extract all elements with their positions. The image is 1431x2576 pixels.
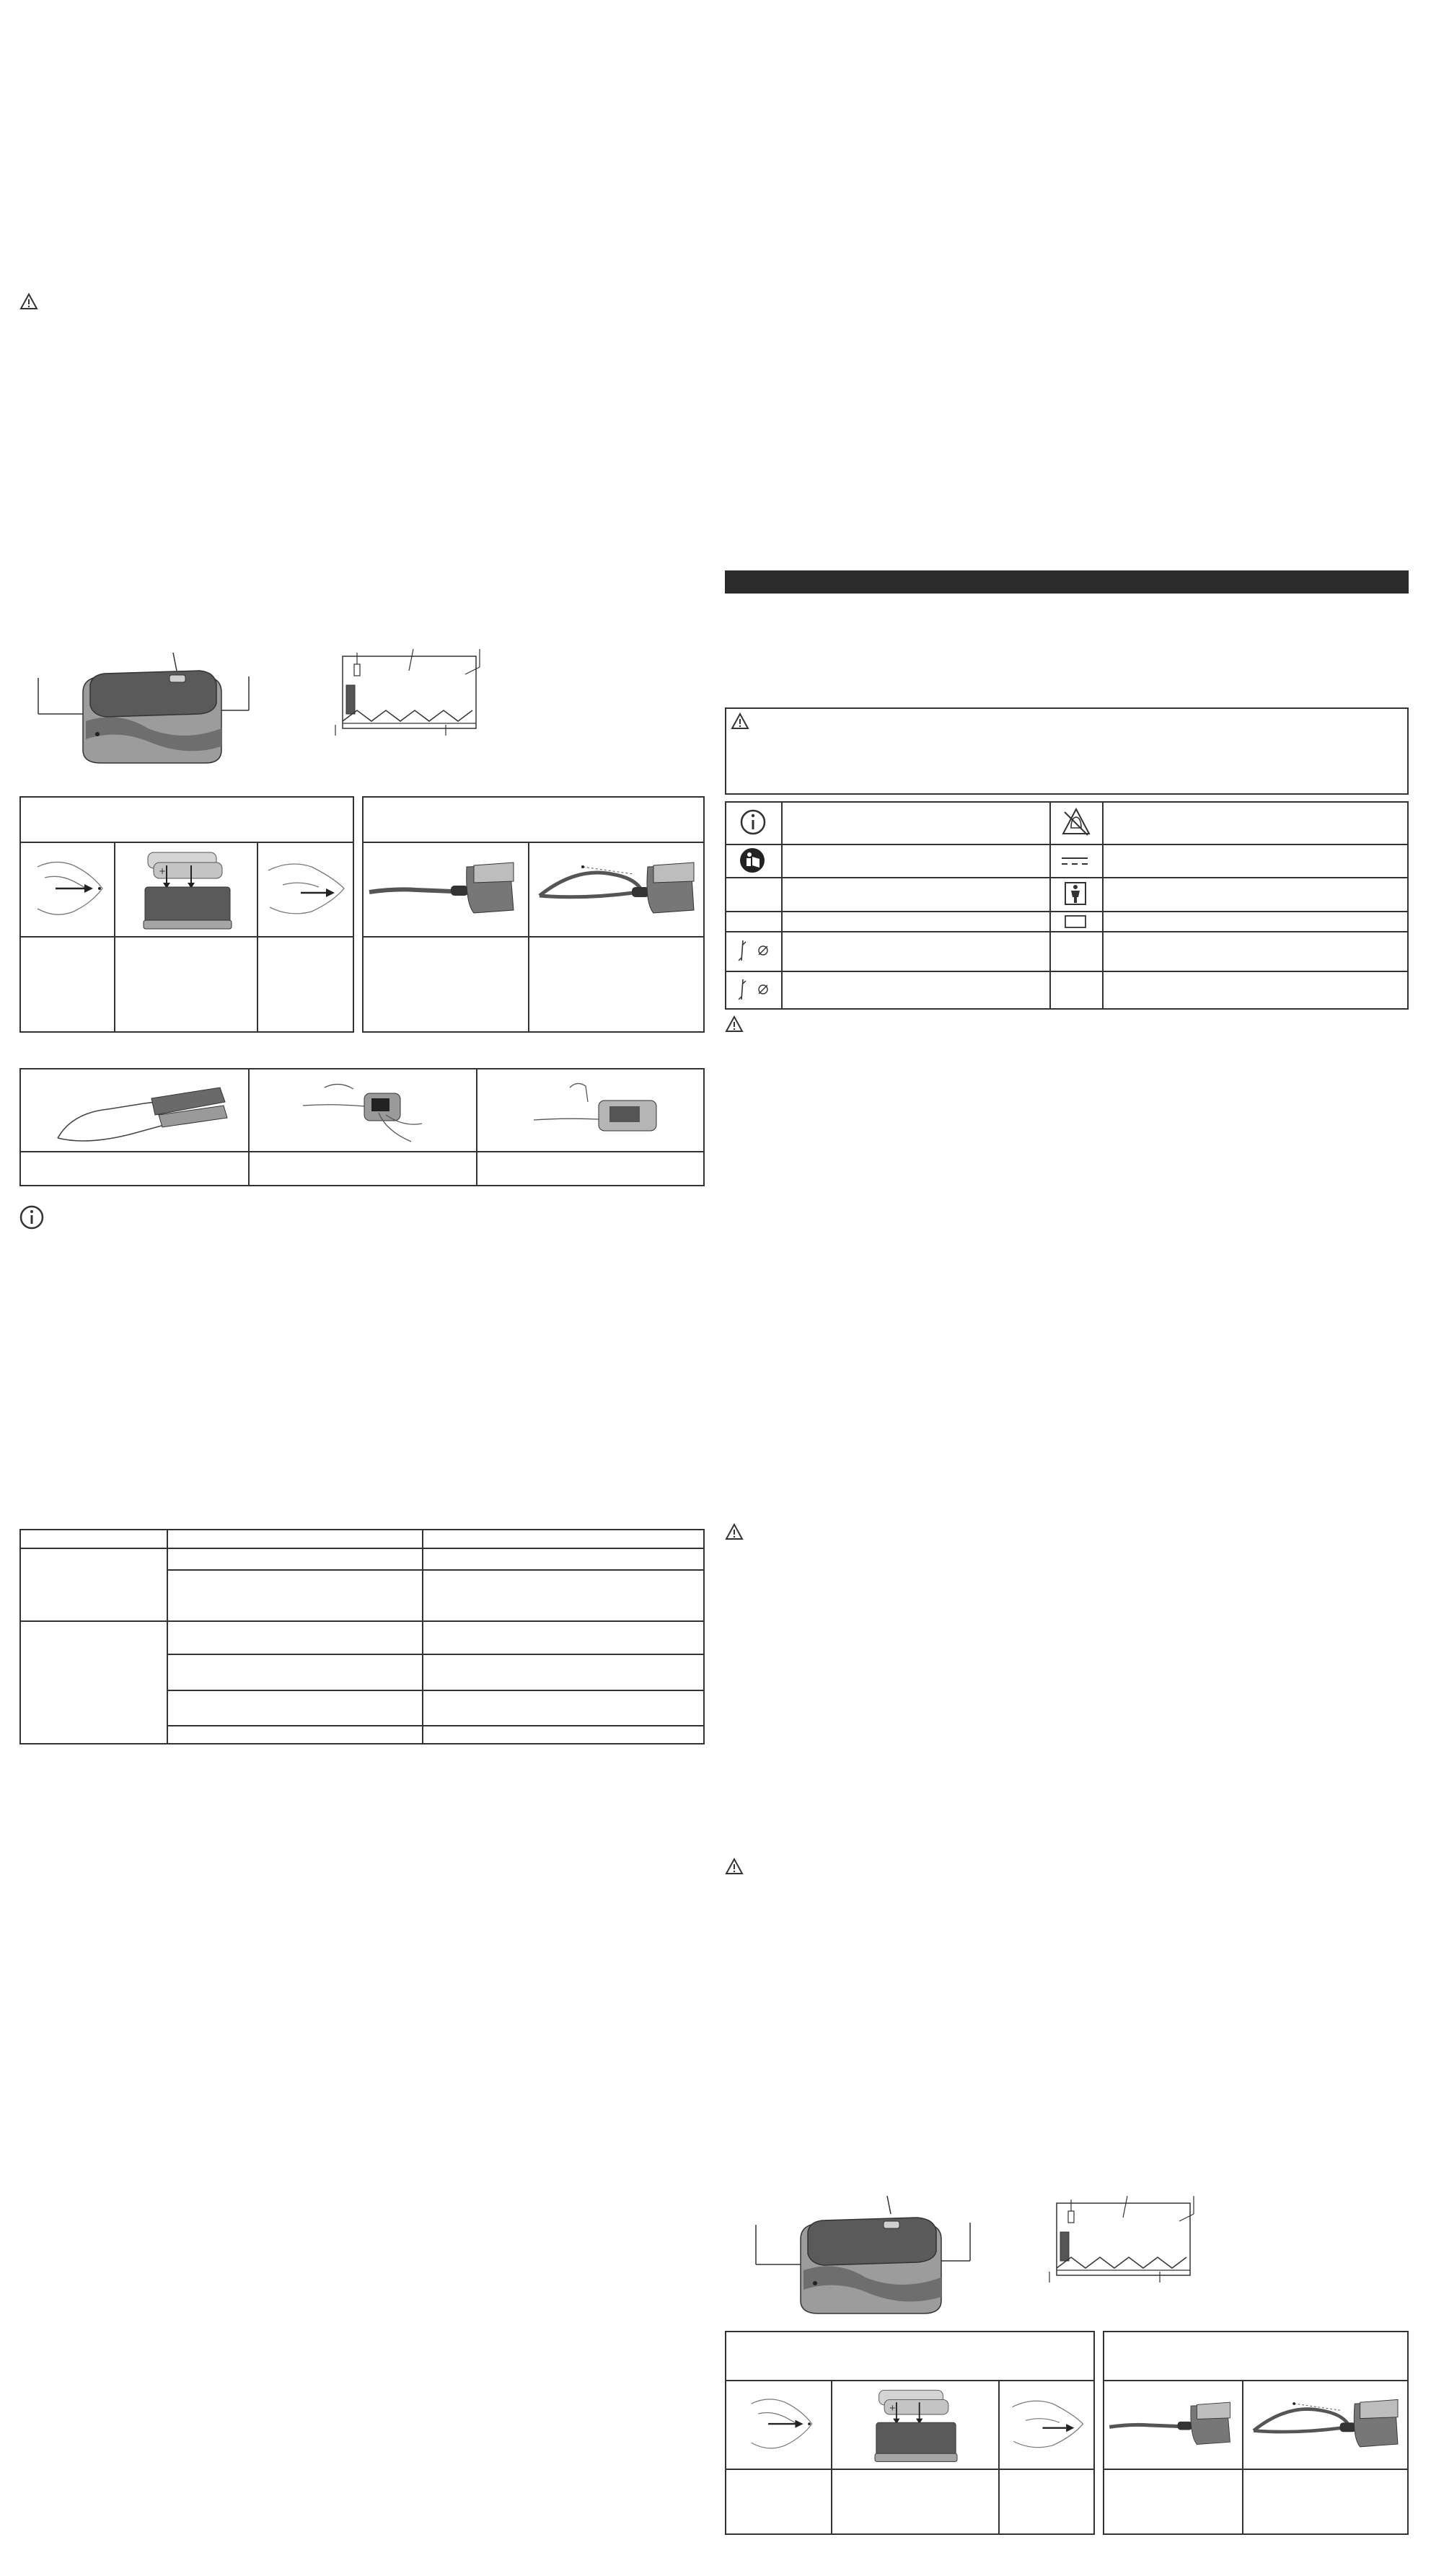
humidity-icon xyxy=(736,938,773,963)
table-row-divider xyxy=(167,1569,705,1571)
table-column-divider xyxy=(1049,801,1051,1010)
table-row-divider xyxy=(725,844,1409,845)
table-row-divider xyxy=(725,877,1409,878)
table-row-divider xyxy=(725,971,1409,972)
divider xyxy=(19,936,354,938)
display-diagram xyxy=(1042,2192,1197,2282)
divider xyxy=(248,1068,250,1186)
lanyard-step-1-illustration xyxy=(1106,2383,1239,2466)
table-row-divider xyxy=(19,1548,705,1549)
lanyard-step-2-illustration xyxy=(532,845,701,933)
lanyard-step-2-illustration xyxy=(1246,2383,1406,2466)
divider xyxy=(528,842,529,1033)
table-row-divider xyxy=(167,1725,705,1726)
reading-display-illustration xyxy=(527,1073,671,1148)
divider xyxy=(19,842,354,843)
table-row-divider xyxy=(167,1654,705,1655)
insert-batteries-illustration xyxy=(869,2383,963,2466)
warning-triangle-icon xyxy=(725,1858,744,1875)
divider xyxy=(831,2380,832,2535)
divider xyxy=(476,1068,477,1186)
divider xyxy=(1103,2380,1409,2381)
svg-text:+: + xyxy=(889,2403,897,2413)
open-cover-illustration xyxy=(730,2383,828,2466)
divider xyxy=(362,842,705,843)
divider xyxy=(1242,2380,1243,2535)
warning-triangle-icon xyxy=(19,293,38,310)
divider xyxy=(114,842,115,1033)
divider xyxy=(19,1151,705,1152)
no-alarm-icon xyxy=(1060,806,1092,838)
finger-insertion-illustration xyxy=(43,1073,238,1148)
divider xyxy=(998,2380,1000,2535)
info-circle-icon xyxy=(19,1205,44,1230)
divider xyxy=(1103,2469,1409,2470)
table-column-divider xyxy=(1102,801,1104,1010)
specifications-table xyxy=(19,1529,705,1744)
lanyard-step-1-illustration xyxy=(366,845,524,933)
pressure-icon xyxy=(736,976,773,1002)
close-cover-illustration xyxy=(1003,2383,1092,2466)
divider xyxy=(725,2380,1095,2381)
device-illustration xyxy=(750,2192,981,2322)
warning-triangle-icon xyxy=(731,713,749,730)
open-cover-illustration xyxy=(23,845,111,933)
info-circle-icon xyxy=(740,809,766,835)
press-button-illustration xyxy=(296,1073,440,1148)
table-column-divider xyxy=(781,801,783,1010)
table-row-divider xyxy=(725,911,1409,912)
warning-triangle-icon xyxy=(725,1523,744,1540)
svg-text:+: + xyxy=(159,866,167,876)
display-diagram xyxy=(328,645,483,736)
type-bf-icon xyxy=(1064,881,1087,906)
manual-icon xyxy=(739,847,765,873)
section-header-banner xyxy=(725,570,1409,594)
device-illustration xyxy=(32,649,263,772)
warning-triangle-icon xyxy=(725,1015,744,1033)
insert-batteries-illustration xyxy=(141,845,234,933)
table-column-divider xyxy=(422,1529,423,1744)
close-cover-illustration xyxy=(261,845,351,933)
divider xyxy=(362,936,705,938)
rectangle-symbol-icon xyxy=(1064,914,1087,929)
warning-notice-box xyxy=(725,707,1409,795)
table-row-divider xyxy=(167,1690,705,1691)
table-column-divider xyxy=(167,1529,168,1744)
table-row-divider xyxy=(19,1620,705,1622)
divider xyxy=(257,842,258,1033)
table-row-divider xyxy=(725,931,1409,932)
dc-symbol-icon xyxy=(1060,855,1089,867)
divider xyxy=(725,2469,1095,2470)
